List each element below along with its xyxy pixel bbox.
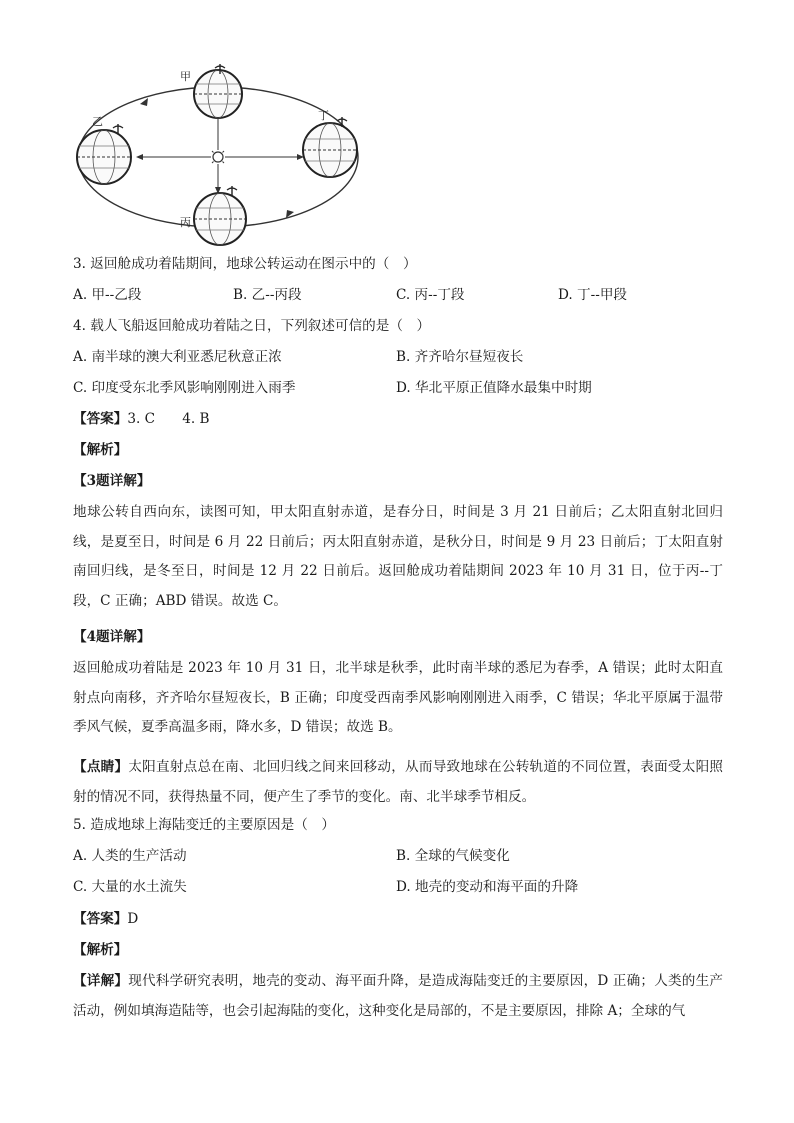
label-yi: 乙 [92, 115, 103, 128]
earth-ding [303, 117, 357, 177]
earth-orbit-figure [68, 62, 368, 252]
detail-4-text: 返回舱成功着陆是 2023 年 10 月 31 日，北半球是秋季，此时南半球的悉尼为春季，A 错误；此时太阳直射点向南移，齐齐哈尔昼短夜长，B 正确；印度受西南季风影响刚刚进入雨季，C 错误；华北平原属于温带季风气候，夏季高温多雨，降水多，D 错误；故选 B。 [73, 660, 723, 735]
analysis-label: 【解析】 [73, 442, 128, 458]
q5-option-c: C. 大量的水土流失 [73, 879, 187, 895]
q3-option-a: A. 甲--乙段 [73, 287, 142, 303]
q5-stem: 5. 造成地球上海陆变迁的主要原因是（ ） [73, 817, 335, 833]
q5-option-b: B. 全球的气候变化 [396, 848, 510, 864]
label-bing: 丙 [180, 216, 191, 229]
label-ding: 丁 [318, 109, 329, 122]
answer-3-4 [73, 409, 210, 429]
q4-stem: 4. 载人飞船返回舱成功着陆之日，下列叙述可信的是（ ） [73, 318, 431, 334]
q5-option-d: D. 地壳的变动和海平面的升降 [396, 879, 579, 895]
detail-5-block [73, 967, 723, 1026]
detail-3-tag: 【3题详解】 [73, 473, 151, 489]
detail-5-tag: 【详解】 [73, 973, 129, 989]
q3-option-b: B. 乙--丙段 [233, 287, 302, 303]
tip-block [73, 753, 723, 812]
orbit-arrow-top-left [140, 98, 148, 106]
analysis-label-2: 【解析】 [73, 942, 128, 958]
q4-option-b: B. 齐齐哈尔昼短夜长 [396, 349, 524, 365]
sun-icon [209, 148, 227, 166]
earth-yi [77, 124, 131, 184]
answer-5 [73, 909, 138, 929]
answer-text: 3. C 4. B [127, 411, 210, 427]
q3-stem: 3. 返回舱成功着陆期间，地球公转运动在图示中的（ ） [73, 256, 417, 272]
arrow-left [136, 154, 143, 160]
q5-option-a: A. 人类的生产活动 [73, 848, 187, 864]
q4-option-a: A. 南半球的澳大利亚悉尼秋意正浓 [73, 349, 282, 365]
detail-3-text: 地球公转自西向东，读图可知，甲太阳直射赤道，是春分日，时间是 3 月 21 日前后；乙太阳直射北回归线，是夏至日，时间是 6 月 22 日前后；丙太阳直射赤道，是秋分日，时间是 9 月 23 日前后；丁太阳直射南回归线，是冬至日，时间是 12 月 22 日前后。返回舱成功着陆期间 2023 年 10 月 31 日，位于丙--丁段，C 正确；ABD 错误。故选 C。 [73, 504, 723, 609]
q3-option-c: C. 丙--丁段 [396, 287, 465, 303]
tip-tag: 【点睛】 [73, 759, 129, 775]
q4-option-d: D. 华北平原正值降水最集中时期 [396, 380, 592, 396]
label-jia: 甲 [180, 70, 191, 83]
q3-option-d: D. 丁--甲段 [558, 287, 628, 303]
detail-5-text: 现代科学研究表明，地壳的变动、海平面升降，是造成海陆变迁的主要原因，D 正确；人类的生产活动，例如填海造陆等，也会引起海陆的变化，这种变化是局部的，不是主要原因，排除 A；全球的气 [73, 973, 724, 1019]
answer-5-text: D [127, 911, 139, 927]
earth-jia [194, 64, 242, 118]
detail-4-tag: 【4题详解】 [73, 629, 151, 645]
earth-bing [194, 186, 246, 245]
tip-text: 太阳直射点总在南、北回归线之间来回移动，从而导致地球在公转轨道的不同位置，表面受太阳照射的情况不同，获得热量不同，便产生了季节的变化。南、北半球季节相反。 [73, 759, 724, 805]
answer-tag: 【答案】 [73, 411, 128, 427]
answer-5-tag: 【答案】 [73, 911, 128, 927]
q4-option-c: C. 印度受东北季风影响刚刚进入雨季 [73, 380, 296, 396]
